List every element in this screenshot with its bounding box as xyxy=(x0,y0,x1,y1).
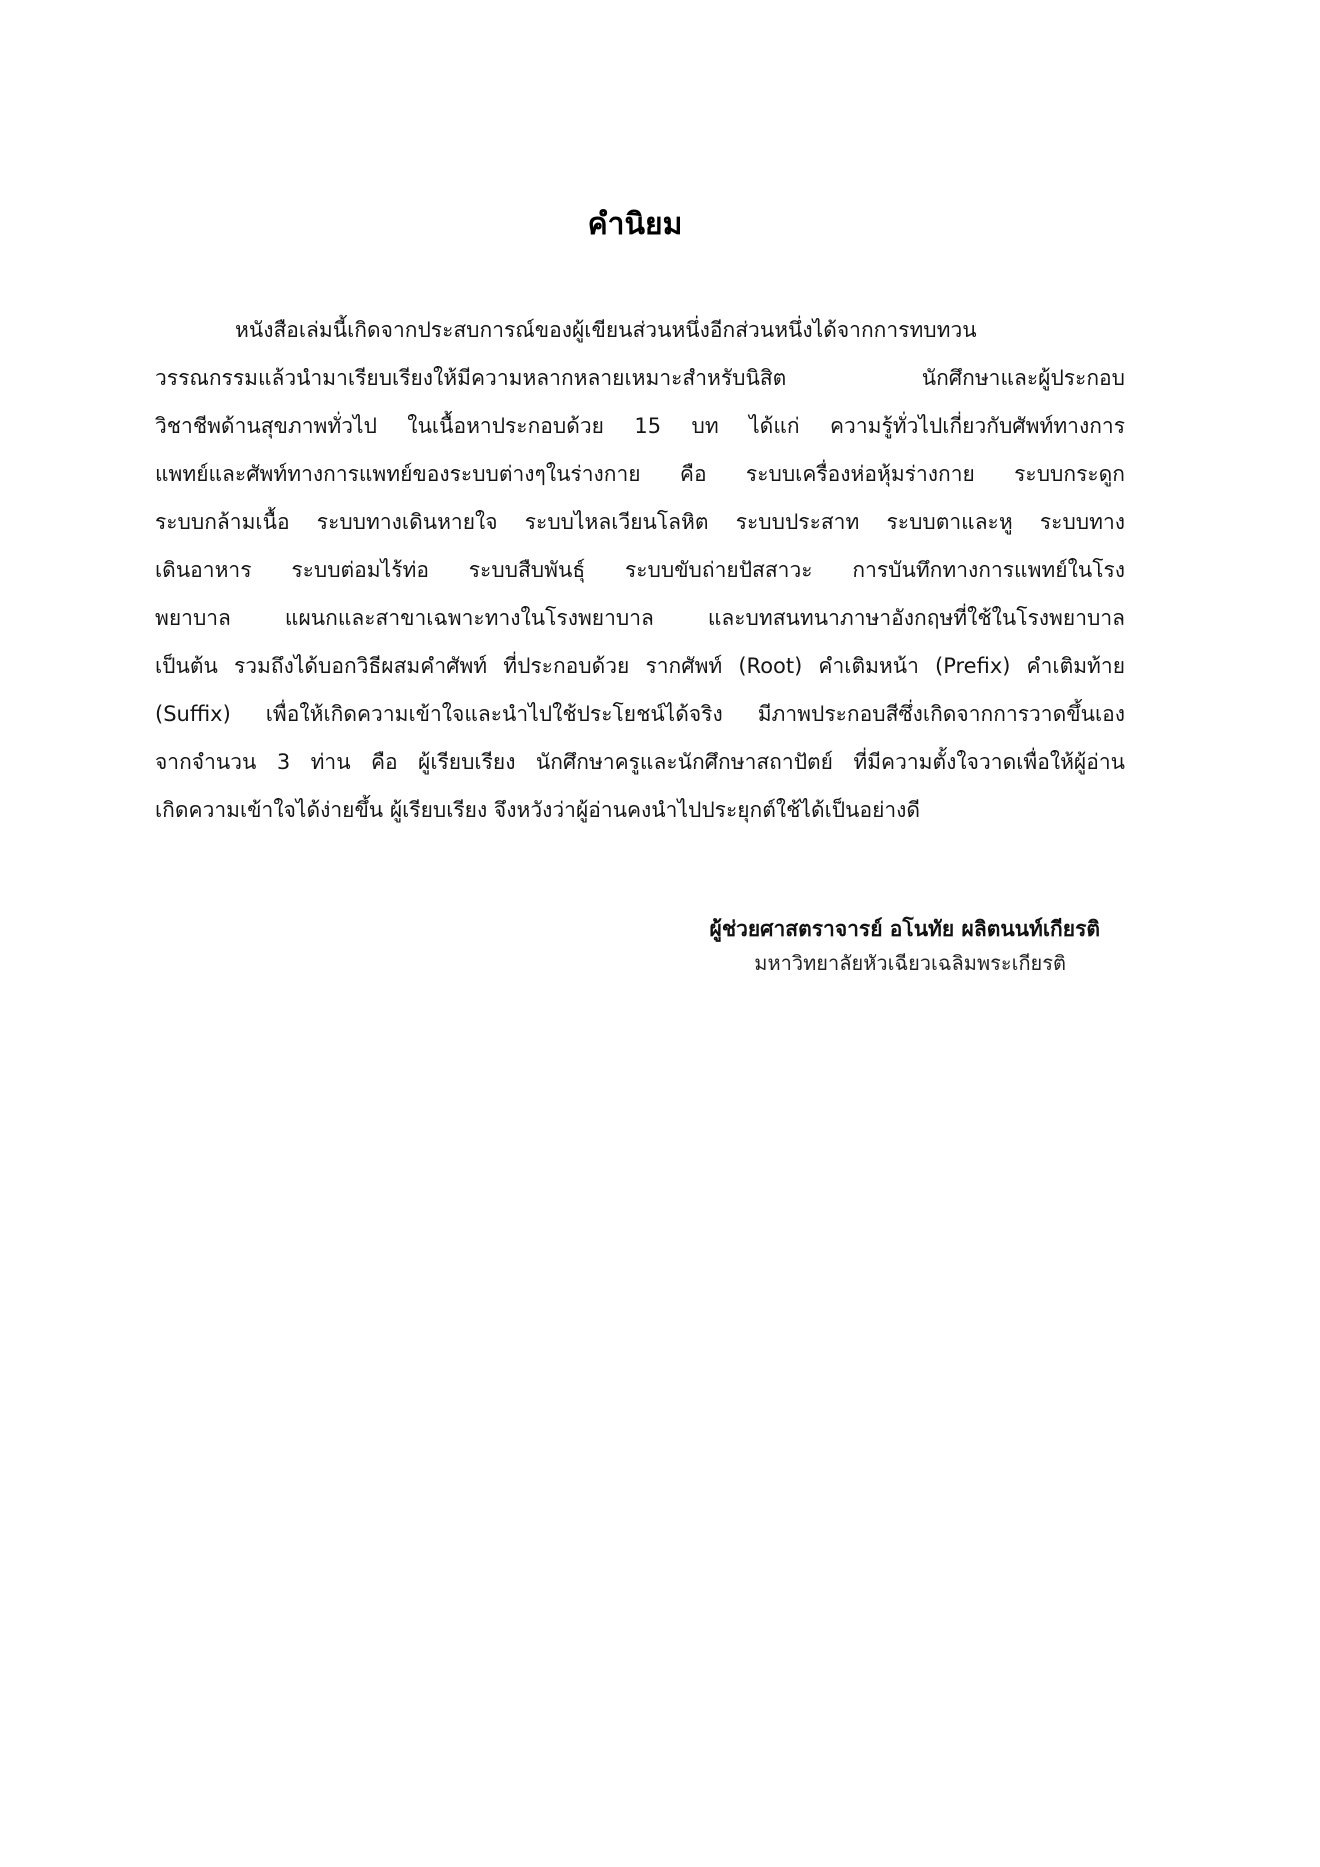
preface-paragraph xyxy=(155,306,1125,834)
page-title: คำนิยม xyxy=(587,207,683,242)
signature-affiliation: มหาวิทยาลัยหัวเฉียวเฉลิมพระเกียรติ xyxy=(754,951,1066,975)
paragraph-line-3: วิชาชีพด้านสุขภาพทั่วไป ในเนื้อหาประกอบด้วย 15 บท ได้แก่ ความรู้ทั่วไปเกี่ยวกับศัพท์ทางการ xyxy=(155,414,1125,438)
paragraph-line-1: หนังสือเล่มนี้เกิดจากประสบการณ์ของผู้เขียนส่วนหนึ่งอีกส่วนหนึ่งได้จากการทบทวน xyxy=(235,318,977,342)
paragraph-line-6: เดินอาหาร ระบบต่อมไร้ท่อ ระบบสืบพันธุ์ ระบบขับถ่ายปัสสาวะ การบันทึกทางการแพทย์ในโรง xyxy=(155,558,1125,582)
signature-name: ผู้ช่วยศาสตราจารย์ อโนทัย ผลิตนนท์เกียรติ xyxy=(709,917,1100,941)
paragraph-line-11: เกิดความเข้าใจได้ง่ายขึ้น ผู้เรียบเรียง จึงหวังว่าผู้อ่านคงนำไปประยุกต์ใช้ได้เป็นอย่างดี xyxy=(155,798,921,822)
signature-block xyxy=(560,912,1100,980)
paragraph-line-4: แพทย์และศัพท์ทางการแพทย์ของระบบต่างๆในร่างกาย คือ ระบบเครื่องห่อหุ้มร่างกาย ระบบกระดูก xyxy=(155,462,1125,486)
paragraph-line-2: วรรณกรรมแล้วนำมาเรียบเรียงให้มีความหลากหลายเหมาะสำหรับนิสิต นักศึกษาและผู้ประกอบ xyxy=(155,366,1125,390)
paragraph-line-9: (Suffix) เพื่อให้เกิดความเข้าใจและนำไปใช้ประโยชน์ได้จริง มีภาพประกอบสีซึ่งเกิดจากการวาดขึ้นเอง xyxy=(155,702,1125,726)
paragraph-line-10: จากจำนวน 3 ท่าน คือ ผู้เรียบเรียง นักศึกษาครูและนักศึกษาสถาปัตย์ ที่มีความตั้งใจวาดเพื่อให้ผู้อ่าน xyxy=(155,750,1125,774)
paragraph-line-7: พยาบาล แผนกและสาขาเฉพาะทางในโรงพยาบาล และบทสนทนาภาษาอังกฤษที่ใช้ในโรงพยาบาล xyxy=(155,606,1125,630)
paragraph-line-8: เป็นต้น รวมถึงได้บอกวิธีผสมคำศัพท์ ที่ประกอบด้วย รากศัพท์ (Root) คำเติมหน้า (Prefix) คำเติมท้าย xyxy=(155,654,1125,678)
paragraph-line-5: ระบบกล้ามเนื้อ ระบบทางเดินหายใจ ระบบไหลเวียนโลหิต ระบบประสาท ระบบตาและหู ระบบทาง xyxy=(155,510,1125,534)
